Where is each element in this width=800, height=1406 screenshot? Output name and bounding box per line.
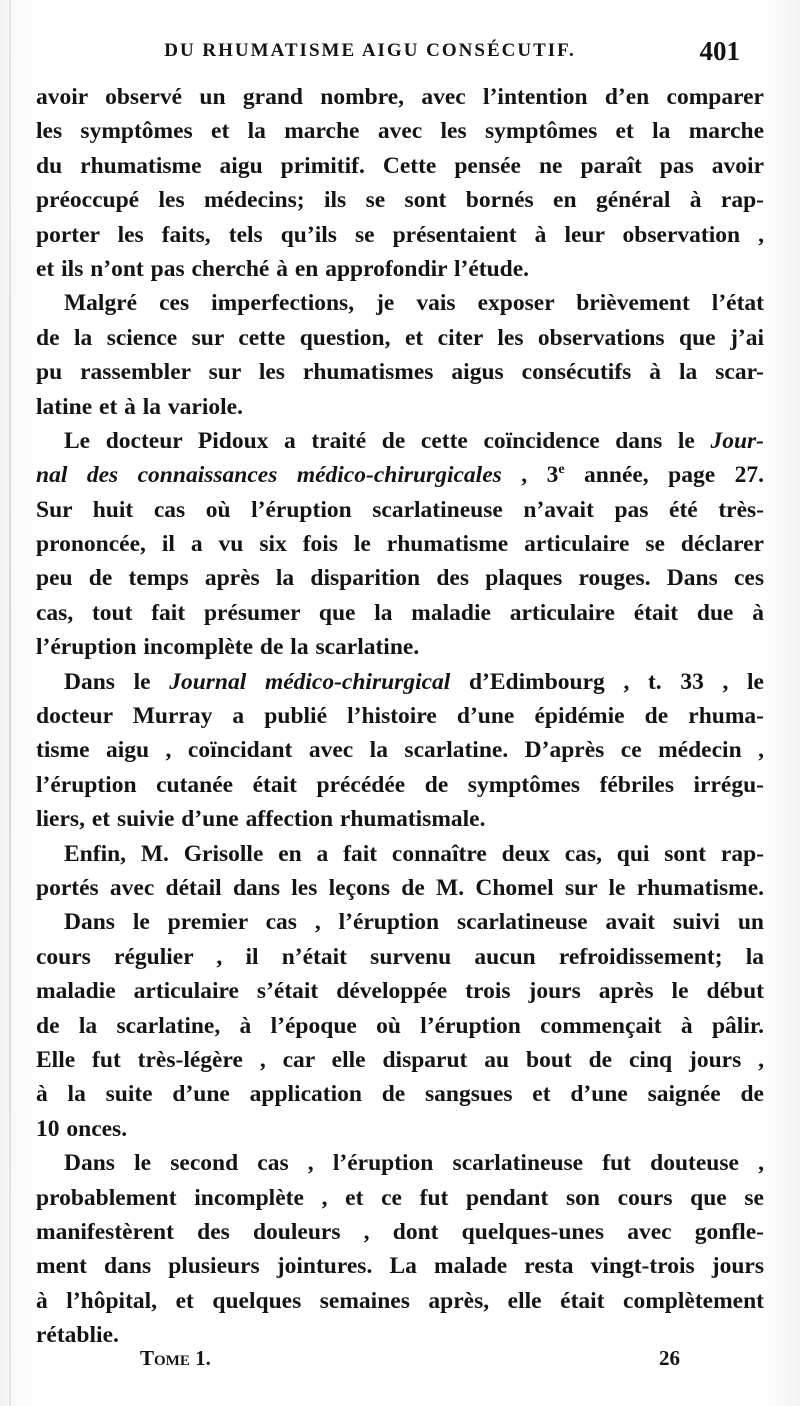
text-line: [36, 1284, 764, 1318]
text-run: à l’hôpital, et quelques semaines après, elle était complètement: [36, 1287, 764, 1314]
text-line: [36, 905, 764, 939]
text-run: Elle fut très-légère , car elle disparut au bout de cinq jours ,: [36, 1046, 764, 1073]
text-run: peu de temps après la disparition des plaques rouges. Dans ces: [36, 565, 764, 592]
text-line: [36, 802, 764, 836]
text-line: [36, 1146, 764, 1180]
text-run: probablement incomplète , et ce fut pendant son cours que se: [36, 1184, 764, 1211]
text-run: de la science sur cette question, et citer les observations que j’ai: [36, 324, 764, 351]
text-run: Enfin, M. Grisolle en a fait connaître deux cas, qui sont rap-: [64, 840, 764, 867]
text-line: [36, 355, 764, 389]
text-line: [36, 871, 764, 905]
text-run: ment dans plusieurs jointures. La malade resta vingt-trois jours: [36, 1253, 764, 1280]
text-run: liers, et suivie d’une affection rhumatismale.: [36, 806, 486, 833]
text-run: 10 onces.: [36, 1115, 128, 1142]
text-run: les symptômes et la marche avec les symptômes et la marche: [36, 118, 764, 145]
text-line: [36, 527, 764, 561]
text-run: Dans le: [64, 668, 170, 695]
text-run: l’éruption incomplète de la scarlatine.: [36, 634, 420, 661]
text-line: [36, 1181, 764, 1215]
page-number: 401: [699, 36, 740, 66]
text-run: Dans le premier cas , l’éruption scarlatineuse avait suivi un: [64, 909, 764, 936]
text-run: du rhumatisme aigu primitif. Cette pensée ne paraît pas avoir: [36, 152, 764, 179]
text-line: [36, 80, 764, 114]
italic-title: Journal médico-chirurgical: [169, 668, 451, 695]
volume-signature: Tome 1.: [140, 1346, 211, 1370]
running-title: DU RHUMATISME AIGU CONSÉCUTIF.: [164, 40, 576, 61]
text-run: Malgré ces imperfections, je vais exposer brièvement l’état: [64, 290, 764, 317]
text-run: tisme aigu , coïncidant avec la scarlatine. D’après ce médecin ,: [36, 737, 764, 764]
text-line: [36, 114, 764, 148]
italic-title: Jour-: [710, 427, 764, 454]
text-run: et ils n’ont pas cherché à en approfondir l’étude.: [36, 255, 530, 282]
text-line: [36, 596, 764, 630]
text-line: [36, 1077, 764, 1111]
text-run: Dans le second cas , l’éruption scarlatineuse fut douteuse ,: [64, 1150, 764, 1177]
text-line: [36, 286, 764, 320]
text-run: cas, tout fait présumer que la maladie articulaire était due à: [36, 599, 764, 626]
signature-mark: 26: [659, 1346, 680, 1370]
text-run: préoccupé les médecins; ils se sont bornés en général à rap-: [36, 187, 764, 214]
text-run: rétablie.: [36, 1322, 119, 1349]
text-line: [36, 561, 764, 595]
text-run: l’éruption cutanée était précédée de symptômes fébriles irrégu-: [36, 771, 764, 798]
text-run: prononcée, il a vu six fois le rhumatisme articulaire se déclarer: [36, 531, 764, 558]
text-line: [36, 252, 764, 286]
superscript: e: [558, 462, 565, 478]
text-line: [36, 940, 764, 974]
text-run: porter les faits, tels qu’ils se présentaient à leur observation ,: [36, 221, 764, 248]
text-line: [36, 1249, 764, 1283]
page-gutter: [9, 0, 11, 1406]
text-run: manifestèrent des douleurs , dont quelques-unes avec gonfle-: [36, 1218, 764, 1245]
text-line: [36, 424, 764, 458]
text-run: à la suite d’une application de sangsues et d’une saignée de: [36, 1081, 764, 1108]
text-run: Sur huit cas où l’éruption scarlatineuse n’avait pas été très-: [36, 496, 764, 523]
text-line: [36, 149, 764, 183]
text-run: docteur Murray a publié l’histoire d’une épidémie de rhuma-: [36, 703, 764, 730]
text-line: [36, 1009, 764, 1043]
text-run: latine et à la variole.: [36, 393, 243, 420]
text-line: [36, 390, 764, 424]
running-head: [40, 36, 740, 70]
text-line: [36, 665, 764, 699]
text-line: [36, 458, 764, 492]
text-line: [36, 218, 764, 252]
page-footer: [140, 1346, 680, 1376]
text-run: pu rassembler sur les rhumatismes aigus consécutifs à la scar-: [36, 359, 764, 386]
text-line: [36, 837, 764, 871]
text-run: maladie articulaire s’était développée trois jours après le début: [36, 978, 764, 1005]
text-line: [36, 733, 764, 767]
text-run: Le docteur Pidoux a traité de cette coïncidence dans le: [64, 427, 711, 454]
text-line: [36, 974, 764, 1008]
body-text: [36, 80, 764, 1352]
text-run: cours régulier , il n’était survenu aucun refroidissement; la: [36, 943, 764, 970]
text-line: [36, 493, 764, 527]
text-line: [36, 1043, 764, 1077]
text-line: [36, 321, 764, 355]
text-run: d’Edimbourg , t. 33 , le: [450, 668, 764, 695]
italic-title: nal des connaissances médico-chirurgicales: [36, 462, 502, 489]
text-line: [36, 183, 764, 217]
text-run: portés avec détail dans les leçons de M. Chomel sur le rhumatisme.: [36, 874, 764, 901]
text-line: [36, 1215, 764, 1249]
text-line: [36, 768, 764, 802]
text-line: [36, 630, 764, 664]
text-run: , 3: [501, 462, 559, 489]
text-run: de la scarlatine, à l’époque où l’éruption commençait à pâlir.: [36, 1012, 764, 1039]
text-line: [36, 699, 764, 733]
text-run: avoir observé un grand nombre, avec l’intention d’en comparer: [36, 84, 764, 110]
text-run: année, page 27.: [564, 462, 765, 489]
text-line: [36, 1112, 764, 1146]
